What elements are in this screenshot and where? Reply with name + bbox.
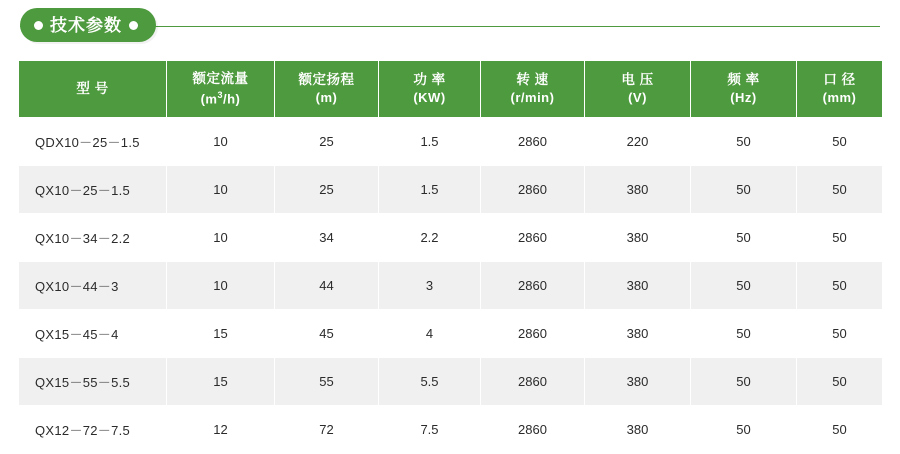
cell-model: QX10－44－3 bbox=[19, 262, 167, 310]
cell-bore: 50 bbox=[797, 214, 883, 262]
table-row bbox=[19, 262, 883, 310]
cell-flow: 10 bbox=[167, 262, 275, 310]
cell-voltage: 380 bbox=[585, 214, 691, 262]
cell-flow: 10 bbox=[167, 166, 275, 214]
cell-frequency: 50 bbox=[691, 262, 797, 310]
table-row bbox=[19, 214, 883, 262]
column-header-power-label: 功 率 bbox=[413, 72, 446, 88]
table-header bbox=[19, 61, 883, 118]
column-header-speed-label: 转 速 bbox=[516, 72, 549, 88]
bullet-left-icon bbox=[34, 21, 43, 30]
cell-power: 4 bbox=[379, 310, 481, 358]
page-title: 技术参数 bbox=[50, 15, 122, 35]
spec-table bbox=[18, 60, 883, 454]
section-title-pill bbox=[20, 8, 156, 42]
table-row bbox=[19, 118, 883, 166]
cell-flow: 15 bbox=[167, 358, 275, 406]
column-header-bore bbox=[797, 61, 883, 118]
column-header-flow-unit: $(m^3/h)$ bbox=[200, 89, 241, 106]
column-header-voltage-label: 电 压 bbox=[621, 72, 654, 88]
column-header-power-unit: (KW) bbox=[413, 90, 446, 106]
column-header-speed-unit: (r/min) bbox=[510, 90, 555, 106]
column-header-speed bbox=[481, 61, 585, 118]
cell-flow: 12 bbox=[167, 406, 275, 454]
cell-model: QX10－25－1.5 bbox=[19, 166, 167, 214]
cell-head: 44 bbox=[275, 262, 379, 310]
spec-table-container bbox=[18, 60, 882, 454]
column-header-voltage-unit: (V) bbox=[628, 90, 647, 106]
bullet-right-icon bbox=[129, 21, 138, 30]
cell-power: 3 bbox=[379, 262, 481, 310]
cell-speed: 2860 bbox=[481, 214, 585, 262]
column-header-frequency-label: 频 率 bbox=[727, 72, 760, 88]
cell-frequency: 50 bbox=[691, 406, 797, 454]
table-header-row bbox=[19, 61, 883, 118]
column-header-model bbox=[19, 61, 167, 118]
column-header-frequency bbox=[691, 61, 797, 118]
cell-speed: 2860 bbox=[481, 166, 585, 214]
cell-flow: 10 bbox=[167, 118, 275, 166]
cell-voltage: 220 bbox=[585, 118, 691, 166]
cell-frequency: 50 bbox=[691, 166, 797, 214]
cell-speed: 2860 bbox=[481, 118, 585, 166]
cell-flow: 15 bbox=[167, 310, 275, 358]
cell-flow: 10 bbox=[167, 214, 275, 262]
cell-frequency: 50 bbox=[691, 214, 797, 262]
cell-head: 72 bbox=[275, 406, 379, 454]
cell-speed: 2860 bbox=[481, 262, 585, 310]
table-row bbox=[19, 358, 883, 406]
column-header-power bbox=[379, 61, 481, 118]
column-header-model-label: 型 号 bbox=[76, 80, 109, 96]
cell-model: QDX10－25－1.5 bbox=[19, 118, 167, 166]
cell-bore: 50 bbox=[797, 166, 883, 214]
section-banner bbox=[0, 6, 900, 48]
cell-voltage: 380 bbox=[585, 358, 691, 406]
column-header-head-unit: (m) bbox=[315, 90, 338, 106]
table-row bbox=[19, 310, 883, 358]
cell-bore: 50 bbox=[797, 118, 883, 166]
cell-head: 25 bbox=[275, 118, 379, 166]
table-row bbox=[19, 166, 883, 214]
column-header-flow-label: 额定流量 bbox=[192, 71, 249, 87]
column-header-voltage bbox=[585, 61, 691, 118]
cell-bore: 50 bbox=[797, 406, 883, 454]
cell-power: 1.5 bbox=[379, 118, 481, 166]
cell-model: QX15－55－5.5 bbox=[19, 358, 167, 406]
cell-bore: 50 bbox=[797, 310, 883, 358]
cell-bore: 50 bbox=[797, 262, 883, 310]
cell-model: QX10－34－2.2 bbox=[19, 214, 167, 262]
cell-speed: 2860 bbox=[481, 358, 585, 406]
cell-power: 2.2 bbox=[379, 214, 481, 262]
cell-head: 55 bbox=[275, 358, 379, 406]
cell-power: 5.5 bbox=[379, 358, 481, 406]
cell-speed: 2860 bbox=[481, 310, 585, 358]
cell-head: 25 bbox=[275, 166, 379, 214]
cell-power: 1.5 bbox=[379, 166, 481, 214]
cell-bore: 50 bbox=[797, 358, 883, 406]
cell-voltage: 380 bbox=[585, 166, 691, 214]
cell-speed: 2860 bbox=[481, 406, 585, 454]
column-header-bore-unit: (mm) bbox=[822, 90, 857, 106]
cell-head: 45 bbox=[275, 310, 379, 358]
cell-head: 34 bbox=[275, 214, 379, 262]
table-row bbox=[19, 406, 883, 454]
cell-frequency: 50 bbox=[691, 358, 797, 406]
cell-power: 7.5 bbox=[379, 406, 481, 454]
column-header-frequency-unit: (Hz) bbox=[730, 90, 757, 106]
cell-model: QX15－45－4 bbox=[19, 310, 167, 358]
cell-model: QX12－72－7.5 bbox=[19, 406, 167, 454]
column-header-head-label: 额定扬程 bbox=[298, 72, 355, 88]
column-header-bore-label: 口 径 bbox=[823, 72, 856, 88]
cell-frequency: 50 bbox=[691, 118, 797, 166]
column-header-flow bbox=[167, 61, 275, 118]
cell-voltage: 380 bbox=[585, 406, 691, 454]
cell-voltage: 380 bbox=[585, 262, 691, 310]
table-body bbox=[19, 118, 883, 454]
cell-frequency: 50 bbox=[691, 310, 797, 358]
cell-voltage: 380 bbox=[585, 310, 691, 358]
column-header-head bbox=[275, 61, 379, 118]
